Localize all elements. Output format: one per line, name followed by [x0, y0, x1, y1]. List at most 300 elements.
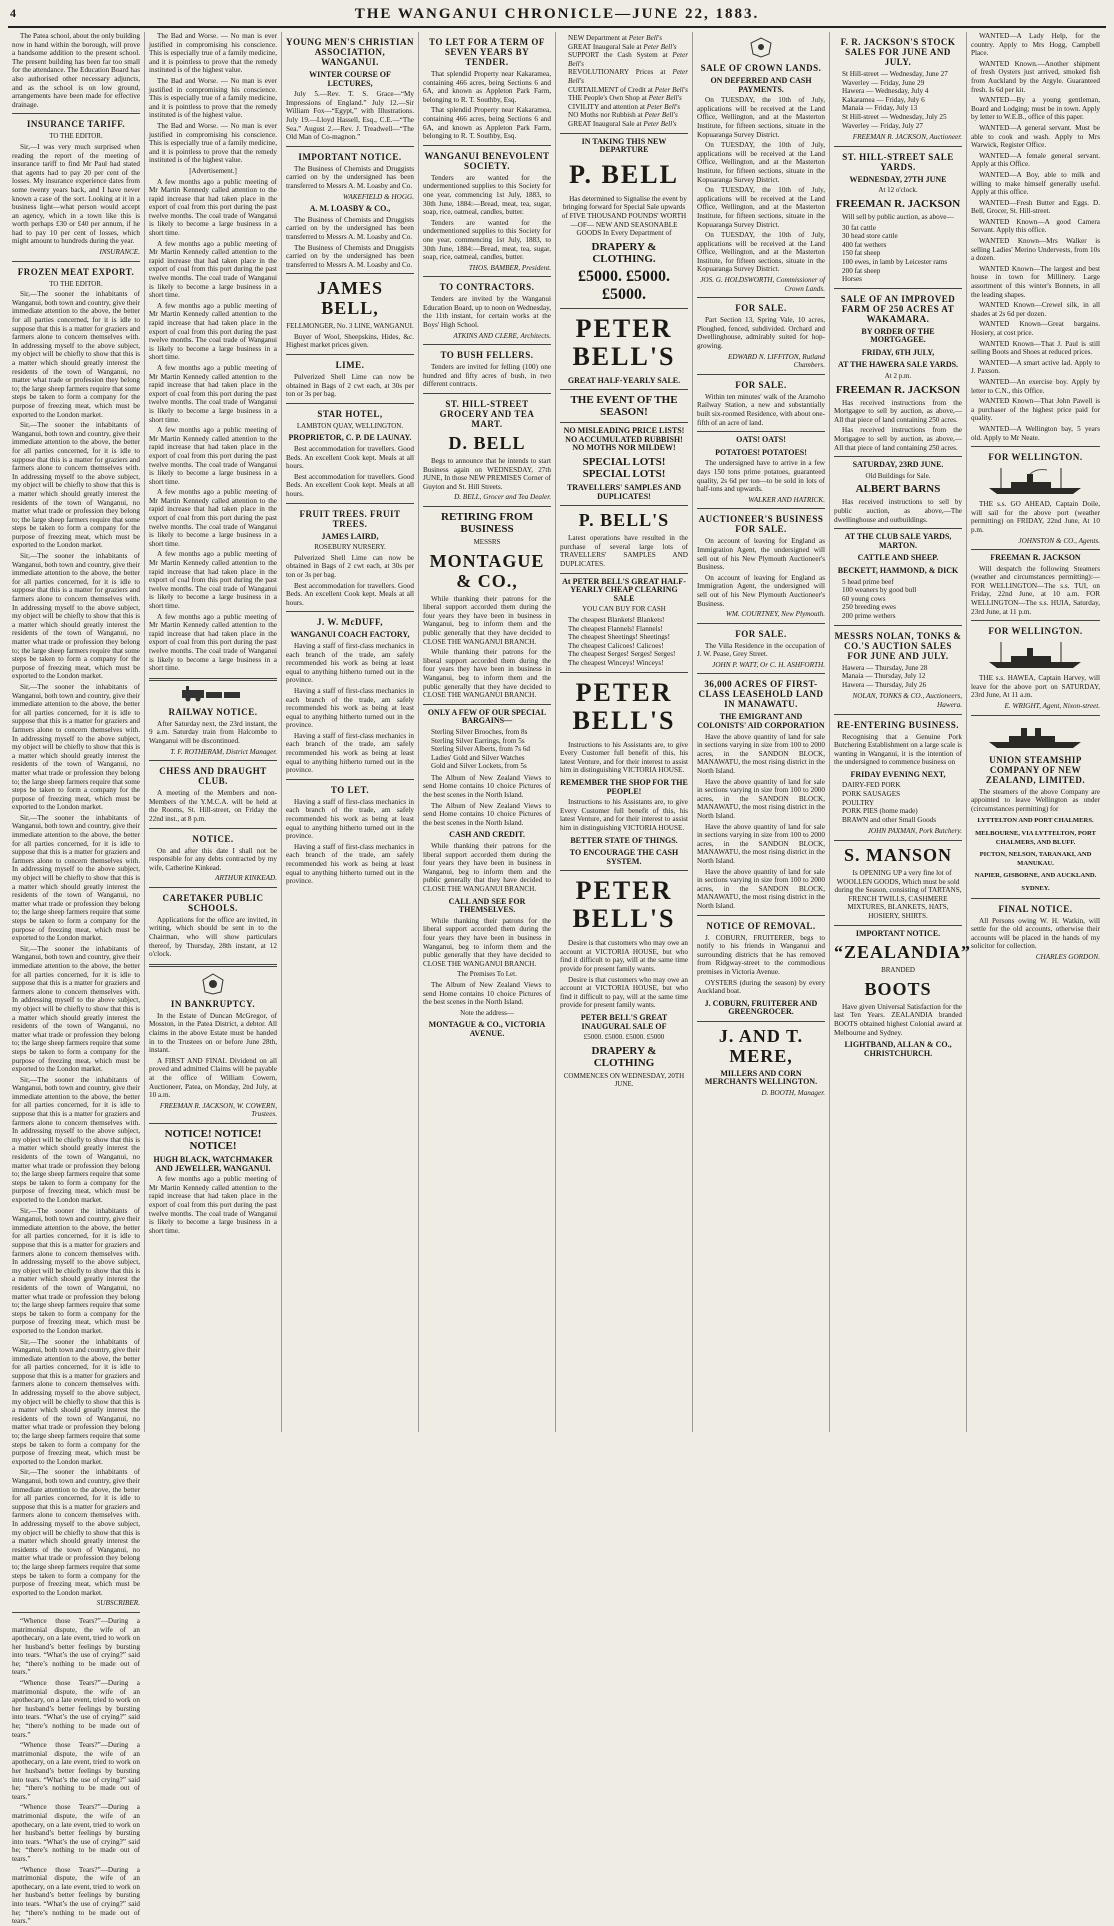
list-item: Hawera — Thursday, June 28 — [842, 663, 928, 672]
wanted-item: WANTED—A general servant. Must be able to cook and wash. Apply to Mrs Warwick, Register Office. — [971, 123, 1100, 150]
d-bell-signature: D. BELL, Grocer and Tea Dealer. — [454, 493, 551, 502]
divider — [286, 403, 414, 404]
important-notice-body: The Business of Chemists and Druggists carried on by the undersigned has been transferred to Messrs A. M. Loasby and Co. — [286, 243, 414, 269]
list-item: 100 ewes, in lamb by Leicester rams — [842, 257, 948, 266]
emigrant-body: Have the above quantity of land for sale in sections varying in size from 100 to 2000 acres, in the SANDON BLOCK, MANAWATU, the most rising district in the North Island. — [697, 732, 825, 776]
divider — [149, 828, 277, 829]
list-item: The cheapest Blankets! Blankets! — [568, 616, 665, 624]
better-state: BETTER STATE OF THINGS. — [570, 835, 678, 845]
list-item: Manaia — Friday, July 13 — [842, 104, 918, 113]
wanted-item: WANTED—A female general servant. Apply at this Office. — [971, 151, 1100, 169]
bush-fellers-body: Tenders are invited for felling (100) one hundred and fifty acres of bush, in two different contracts. — [423, 363, 551, 389]
insurance-heading: INSURANCE TARIFF. — [26, 119, 126, 130]
d-bell-body: Begs to announce that he intends to start Business again on WEDNESDAY, 27th JUNE, In those NEW PREMISES Corner of Guyton and St. Hill Streets. — [423, 457, 551, 491]
divider — [286, 273, 414, 274]
list-item: Waverley — Friday, June 29 — [842, 78, 925, 87]
divider — [149, 678, 277, 681]
whence-tears-note: “Whence those Tears?”—During a matrimonial dispute, the wife of an apothecary, on a late event, tried to work on her husband’s better feelings by bursting into tears. “What’s the use of crying?” said he; “there’s nothing to be made out of tears.” — [12, 1803, 140, 1863]
patea-school-article: The Patea school, about the only building now in hand within the borough, will prove a handsome addition to the present school. The present building has been far too small for the attendance. The Education Board has also authorised other necessary adjuncts, and as the school is on low ground, arrangements have been made for effective drainage. — [12, 32, 140, 109]
wanted-item: WANTED Known—A good Camera Servant. Apply this office. — [971, 217, 1100, 235]
list-item: The cheapest Sheetings! Sheetings! — [568, 633, 670, 642]
list-item: Gold and Silver Lockets, from 5s — [431, 762, 527, 771]
list-item: PORK SAUSAGES — [842, 790, 901, 799]
p-bells-name: P. BELL'S — [578, 510, 670, 531]
mcduff-sub: WANGANUI COACH FACTORY, — [290, 630, 410, 640]
final-notice-heading: FINAL NOTICE. — [998, 903, 1073, 914]
friday-evening: FRIDAY EVENING NEXT, — [850, 769, 946, 779]
grocery-heading: ST. HILL-STREET GROCERY AND TEA MART. — [439, 399, 535, 430]
list-item: Sterling Silver Brooches, from 8s — [431, 727, 528, 736]
crown-lands-signature: JOS. G. HOLDSWORTH, Commissioner of Crown Lands. — [700, 276, 825, 293]
manson-body: Is OPENING UP a very fine lot of WOOLLEN GOODS, Which must be sold during the Season, consisting of TARTANS, FRENCH TWILLS, CASHMERE MIXTURES, BLANKETS, HATS, HOSIERY, SHIRTS. — [834, 869, 962, 920]
event-of-season: THE EVENT OF THE SEASON! — [570, 394, 678, 419]
list-item: THE People's Own Shop at Peter Bell's — [568, 94, 682, 103]
montague-name: MONTAGUE & CO., — [429, 550, 545, 591]
contractors-heading: TO CONTRACTORS. — [439, 282, 535, 293]
list-item: 150 fat sheep — [842, 249, 881, 258]
inaugural-sale: PETER BELL'S GREAT INAUGURAL SALE OF — [580, 1013, 668, 1031]
mcduff-body: Having a staff of first-class mechanics in each branch of the trade, am safely recommended his work as being at least equal to anything hitherto turned out in the province. — [286, 797, 414, 841]
list-item: The cheapest Flannels! Flannels! — [568, 624, 663, 633]
p-bells-body: Latest operations have resulted in the purchase of several large lots of TRAVELLERS' SAMPLES AND DUPLICATES. — [560, 534, 688, 569]
divider — [697, 1021, 825, 1022]
album-body: The Album of New Zealand Views to send Home contains 10 choice Pictures of the best scenes in the North Island. — [423, 773, 551, 800]
advertisement-body: A few months ago a public meeting of Mr Martin Kennedy called attention to the rapid increase that had taken place in the export of coal from this port during the past twelve months. The coal trade of Wanganui is likely to become a large business in a short time. — [149, 550, 277, 610]
divider — [149, 760, 277, 761]
divider — [560, 133, 688, 134]
james-bell-sub: FELLMONGER, No. 3 LINE, WANGANUI. — [286, 322, 414, 331]
dividend-signature: FREEMAN R. JACKSON, W. COWERN, Trustees. — [159, 1101, 277, 1119]
list-item: 100 weaners by good bull — [842, 586, 917, 595]
divider — [12, 261, 140, 262]
frj-list — [842, 224, 962, 284]
whence-tears-note: “Whence those Tears?”—During a matrimonial dispute, the wife of an apothecary, on a late event, tried to work on her husband’s better feelings by bursting into tears. “What’s the use of crying?” said he; “there’s nothing to be made out of tears.” — [12, 1865, 140, 1926]
bankruptcy-body: In the Estate of Duncan McGregor, of Mosston, in the Patea District, a debtor. All claims in the above Estate must be handed in to the Trustees on or before June 28th, instant. — [149, 1011, 277, 1055]
frj-body: Will sell by public auction, as above— — [842, 212, 954, 221]
cattle-sheep: CATTLE AND SHEEP. — [857, 553, 939, 563]
mcduff-heading: J. W. McDUFF, — [317, 617, 383, 628]
divider — [286, 611, 414, 612]
improved-farm-heading: SALE OF AN IMPROVED FARM OF 250 ACRES AT WAKAMARA. — [840, 293, 956, 324]
nolan-heading: MESSRS NOLAN, TONKS & CO.'S AUCTION SALES FOR JUNE AND JULY. — [834, 630, 962, 661]
list-item: CIVILITY and attention at Peter Bell's — [568, 102, 681, 111]
reentering-body: Recognising that a Genuine Pork Butchering Establishment on a large scale is wanting in Wanganui, it is the intention of the undersigned to commence business on — [834, 732, 962, 767]
coat-of-arms-icon — [741, 36, 781, 58]
taking-new-departure: IN TAKING THIS NEW DEPARTURE — [581, 136, 667, 155]
train-icon — [178, 686, 248, 702]
divider — [423, 704, 551, 705]
frj2-body: Has received instructions from the Mortgagee to sell by auction, as above,—All that piece of land containing 250 acres. — [834, 398, 962, 424]
star-hotel-heading: STAR HOTEL, — [317, 408, 383, 419]
cheapest-list — [568, 616, 688, 668]
half-yearly-sale: GREAT HALF-YEARLY SALE. — [567, 375, 681, 385]
p-bell-body: Has determined to Signalise the event by bringing forward for Special Sale upwards of FIVE THOUSAND POUNDS' WORTH —OF— NEW AND SEASONABLE GOODS In Every Department of — [561, 194, 687, 238]
to-let-heading: TO LET. — [330, 784, 370, 795]
sale-body: Within ten minutes' walk of the Aramoho Railway Station, a new and substantially built six-roomed Residence, with about one-fifth of an acre of land. — [697, 392, 825, 427]
important-notice-body: The Business of Chemists and Druggists carried on by the undersigned has been transferred to Messrs A. M. Loasby and Co. — [286, 215, 414, 241]
loasby-name: A. M. LOASBY & CO., — [309, 204, 391, 214]
bankruptcy-heading: IN BANKRUPTCY. — [170, 998, 256, 1009]
amounts: £5000. £5000. £5000. — [578, 267, 670, 303]
bad-and-worse: The Bad and Worse. — No man is ever justified in compromising his conscience. This is especially true of a family medicine, and it is pointless to prove that the remedy instituted is of the highest value. — [149, 121, 277, 165]
sale-body: Part Section 13, Spring Vale, 10 acres, Ploughed, fenced, subdivided. Orchard and Dwellinghouse, admirably suited for hop-growing. — [697, 316, 825, 351]
divider — [834, 625, 962, 626]
reentering-heading: RE-ENTERING BUSINESS. — [836, 719, 960, 730]
ymca-heading: YOUNG MEN'S CHRISTIAN ASSOCIATION, WANGANUI. — [286, 37, 415, 67]
divider — [286, 779, 414, 780]
footer-date: COMMENCES ON WEDNESDAY, 20TH JUNE. — [563, 1071, 685, 1089]
pork-signature: JOHN PAXMAN, Pork Butchery. — [867, 827, 962, 836]
shop-for-people: REMEMBER THE SHOP FOR THE PEOPLE! — [560, 777, 688, 796]
wanted-item: WANTED Known—Crewel silk, in all shades at 2s 6d per dozen. — [971, 301, 1100, 318]
masthead-title: THE WANGANUI CHRONICLE—JUNE 22, 1883. — [354, 6, 760, 22]
divider — [286, 503, 414, 504]
albert-barns-name: ALBERT BARNS — [855, 483, 941, 496]
star-hotel-sub: LAMBTON QUAY, WELLINGTON. — [296, 421, 404, 430]
benevolent-body: Tenders are wanted for the undermentioned supplies to this Society for one year, commencing 1st July, 1883, to 30th June, 1884:—Bread, meat, tea, sugar, soap, rice, oatmeal, candles, butter. — [423, 218, 551, 262]
star-hotel-body: Best accommodation for travellers. Good Beds. An excellent Cook kept. Meals at all hours. — [286, 445, 414, 471]
column-1 — [8, 32, 145, 1926]
wanted-item: WANTED Known—That J. Paul is still selling Boots and Shoes at reduced prices. — [971, 339, 1100, 357]
no-misleading: NO MISLEADING PRICE LISTS! NO ACCUMULATED RUBBISH! NO MOTHS NOR MILDEW! — [563, 426, 685, 453]
frozen-meat-letter: Sir,—The sooner the inhabitants of Wanganui, both town and country, give their immediate attention to the above, the better for all parties concerned, for it is idle to suppose that this is a matter for graziers and farmers alone to concern themselves with. In addressing myself to the above subject, my object will be chiefly to show that this is a matter which should greatly interest the residents of the town of Wanganui, no matter what trade or profession they belong to; the large sheep farmers require that some steps be taken to form a company for the purpose of freezing meat, which must be exported to the London market. — [12, 944, 140, 1074]
list-item: St Hill-street — Wednesday, June 27 — [842, 70, 948, 78]
frozen-meat-letter: Sir,—The sooner the inhabitants of Wanganui, both town and country, give their immediate attention to the above, the better for all parties concerned, for it is idle to suppose that this is a matter for graziers and farmers alone to concern themselves with. In addressing myself to the above subject, my object will be chiefly to show that this is a matter which should greatly interest the residents of the town of Wanganui, no matter what trade or profession they belong to; the large sheep farmers require that some steps be taken to form a company for the purpose of freezing meat, which must be exported to the London market. — [12, 1075, 140, 1204]
mcduff-body: Having a staff of first-class mechanics in each branch of the trade, am safely recommended his work as being at least equal to anything hitherto turned out in the province. — [286, 731, 414, 775]
note-address: Note the address— — [460, 1008, 514, 1017]
column-7 — [830, 32, 972, 1432]
divider — [971, 715, 1100, 716]
frj-ship-name: FREEMAN R. JACKSON — [990, 553, 1081, 563]
divider — [560, 389, 688, 390]
wanted-item: WANTED—Fresh Butter and Eggs. D. Bell, Grocer, St. Hill-street. — [971, 198, 1100, 216]
james-bell-name: JAMES BELL, — [316, 278, 383, 319]
railway-heading: RAILWAY NOTICE. — [168, 706, 258, 717]
instructions-body: Instructions to his Assistants are, to give Every Customer full benefit of this, his latest Venture, and for their interest to assist him in distinguishing VICTORIA HOUSE. — [560, 798, 688, 832]
frozen-meat-heading: FROZEN MEAT EXPORT. — [17, 266, 135, 277]
to-editor: TO THE EDITOR. — [49, 279, 103, 288]
old-buildings: Old Buildings for Sale. — [865, 471, 931, 480]
list-item: Manaia — Thursday, July 12 — [842, 672, 926, 681]
advertisement-body: A few months ago a public meeting of Mr Martin Kennedy called attention to the rapid increase that had taken place in the export of coal from this port during the past twelve months. The coal trade of Wanganui is likely to become a large business in a short time. — [149, 363, 277, 424]
final-notice-signature: CHARLES GORDON. — [1035, 952, 1100, 961]
list-item: NEW Department at Peter Bell's — [568, 34, 663, 42]
divider — [423, 506, 551, 507]
divider — [286, 146, 414, 147]
union-steamship-heading: UNION STEAMSHIP COMPANY OF NEW ZEALAND, LIMITED. — [985, 754, 1086, 785]
whence-tears-note: “Whence those Tears?”—During a matrimonial dispute, the wife of an apothecary, on a late event, tried to work on her husband’s better feelings by bursting into tears. “What’s the use of crying?” said he; “there’s nothing to be made out of tears.” — [12, 1679, 140, 1739]
steamship-icon — [981, 466, 1091, 496]
mcduff-body: Having a staff of first-class mechanics in each branch of the trade, am safely recommended his work as being at least equal to anything hitherto turned out in the province. — [286, 842, 414, 886]
auctioneers-body: On account of leaving for England as Immigration Agent, the undersigned will sell out of his New Plymouth Auctioneer's Business. — [697, 573, 825, 608]
list-item: REVOLUTIONARY Prices at Peter Bell's — [568, 68, 689, 85]
benevolent-signature: THOS. BAMBER, President. — [468, 263, 551, 272]
to-let-tender-body: That splendid Property near Kakaramea, containing 466 acres, being Sections 6 and 6A, and known as Appleton Park Farm, belonging to R. T. Southby, Esq. — [423, 70, 551, 104]
footer-amounts: £5000. £5000. £5000. £5000 — [583, 1033, 665, 1042]
notice-heading: NOTICE. — [192, 833, 234, 844]
wanted-item: WANTED—A Wellington bay, 5 years old. Apply to Mr Neate. — [971, 424, 1100, 442]
mere-sub: MILLERS AND CORN MERCHANTS WELLINGTON. — [704, 1068, 818, 1087]
for-sale-heading: FOR SALE. — [735, 379, 787, 390]
montague-footer: MONTAGUE & CO., VICTORIA AVENUE. — [428, 1020, 546, 1038]
final-notice-body: All Persons owing W. H. Watkin, will settle for the old accounts, otherwise their accounts will be placed in the hands of my solicitor for collection. — [971, 916, 1100, 951]
hugh-black-name: HUGH BLACK, WATCHMAKER AND JEWELLER, WANGANUI. — [153, 1154, 273, 1173]
frozen-meat-letter: Sir,—The sooner the inhabitants of Wanganui, both town and country, give their immediate attention to the above, the better for all parties concerned, for it is idle to suppose that this is a matter for graziers and farmers alone to concern themselves with. In addressing myself to the above subject, my object will be chiefly to show that this is a matter which should greatly interest the residents of the town of Wanganui, no matter what trade or profession they belong to; the large sheep farmers require that some steps be taken to form a company for the purpose of freezing meat, which must be exported to the London market. — [12, 290, 140, 419]
montague-body: While thanking their patrons for the liberal support accorded them during the four years they have been in business in Wanganui, beg to inform them and the public generally that they have decided to CLOSE THE WANGANUI BRANCH. — [423, 916, 551, 968]
advertisement-body: A few months ago a public meeting of Mr Martin Kennedy called attention to the rapid increase that had taken place in the export of coal from this port during the past twelve months. The coal trade of Wanganui is likely to become a large business in a short time. — [149, 426, 277, 486]
travellers-samples: TRAVELLERS' SAMPLES AND DUPLICATES! — [566, 483, 682, 501]
divider — [834, 528, 962, 529]
auctioneers-signature: WM. COURTNEY, New Plymouth. — [725, 610, 825, 619]
column-2 — [145, 32, 282, 1432]
whence-tears-note: “Whence those Tears?”—During a matrimonial dispute, the wife of an apothecary, on a late event, tried to work on her husband’s better feelings by bursting into tears. “What’s the use of crying?” said he; “there’s nothing to be made out of tears.” — [12, 1616, 140, 1677]
divider — [697, 673, 825, 674]
divider — [697, 508, 825, 509]
advertisement-label: [Advertisement.] — [189, 166, 237, 175]
p-bell-name: P. BELL — [569, 159, 679, 189]
benevolent-body: Tenders are wanted for the undermentioned supplies to this Society for one year, commencing 1st July, 1883, to 30th June, 1884:—Bread, meat, tea, sugar, soap, rice, oatmeal, candles, butter. — [423, 173, 551, 217]
divider — [149, 964, 277, 967]
albert-barns-body: Has received instructions to sell by public auction, as above,—The dwellinghouse and outbuildings. — [834, 498, 962, 524]
list-item: The cheapest Winceys! Winceys! — [568, 658, 664, 667]
list-item: 250 breeding ewes — [842, 603, 896, 612]
divider — [423, 393, 551, 394]
chess-body: A meeting of the Members and non-Members of the Y.M.C.A. will be held at the Rooms, St. Hill-street, on Friday the 22nd inst., at 8 p.m. — [149, 789, 277, 823]
caretaker-heading: CARETAKER PUBLIC SCHOOLS. — [162, 892, 264, 913]
wellington-heading: FOR WELLINGTON. — [988, 626, 1083, 637]
to-let-tender-heading: TO LET FOR A TERM OF SEVEN YEARS BY TENDER. — [429, 37, 545, 67]
list-item: SUPPORT the Cash System at Peter Bell's — [568, 51, 688, 68]
crown-lands-heading: SALE OF CROWN LANDS. — [700, 63, 822, 73]
departments-list — [568, 34, 688, 129]
desire-body: Desire is that customers who may owe an account at VICTORIA HOUSE, but who find it difficult to pay, will at the same time provide for present family wants. — [560, 975, 688, 1010]
railway-signature: T. F. ROTHERAM, District Manager. — [170, 747, 277, 756]
hugh-black-heading: NOTICE! NOTICE! NOTICE! — [164, 1127, 262, 1152]
st-hill-date: WEDNESDAY, 27TH JUNE — [849, 174, 947, 184]
fruit-trees-sub: ROSEBURY NURSERY. — [314, 543, 386, 552]
fruit-trees-heading: FRUIT TREES. FRUIT TREES. — [299, 508, 401, 529]
insurance-signature: INSURANCE. — [99, 248, 140, 257]
call-and-see: CALL AND SEE FOR THEMSELVES. — [448, 896, 526, 915]
bad-and-worse: The Bad and Worse. — No man is ever justified in compromising his conscience. This is especially true of a family medicine, and it is pointless to prove that the remedy instituted is of the highest value. — [149, 32, 277, 75]
premises-to-let: The Premises To Let. — [457, 970, 517, 979]
wanted-item: WANTED Known—Great bargains. Hosiery, at cost price. — [971, 320, 1100, 337]
list-item: St Hill-street — Wednesday, July 25 — [842, 112, 947, 121]
route: MELBOURNE, VIA LYTTELTON, PORT CHALMERS, AND BLUFF. — [975, 830, 1096, 846]
divider — [286, 354, 414, 355]
to-editor: TO THE EDITOR. — [49, 132, 103, 141]
frozen-meat-letter: Sir,—The sooner the inhabitants of Wanganui, both town and country, give their immediate attention to the above, the better for all parties concerned, for it is idle to suppose that this is a matter for graziers and farmers alone to concern themselves with. In addressing myself to the above subject, my object will be chiefly to show that this is a matter which should greatly interest the residents of the town of Wanganui, no matter what trade or profession they belong to; the large sheep farmers require that some steps be taken to form a company for the purpose of freezing meat, which must be exported to the London market. — [12, 421, 140, 550]
special-bargains-heading: ONLY A FEW OF OUR SPECIAL BARGAINS— — [427, 707, 547, 726]
beckett-list — [842, 578, 962, 621]
nolan-list — [842, 664, 962, 690]
insurance-letter: Sir,—I was very much surprised when reading the report of the meeting of insurance tariff to find Mr Paul had stated that agents had to pay 20 per cent of the losses. My insurance experience dates from some twenty years back, and I have never known a case of the sort. Looking at it in a business light—what person would accept an agency, which in a town like this is worth perhaps £30 or £40 per annum, if he had to pay 10 per cent of losses, which might amount to hundreds during the year. — [12, 142, 140, 246]
divider — [560, 672, 688, 673]
caretaker-body: Applications for the office are invited, in writing, which should be sent in to the Chairman, who will show particulars thereof, by Thursday, 28th instant, at 12 o'clock. — [149, 915, 277, 959]
crown-lands-body: On TUESDAY, the 10th of July, applications will be received at the Land Office, Wellington, and at the Masterton Institute, for fifteen sections, situate in the Kopuaranga Survey District. — [697, 231, 825, 274]
james-bell-body: Buyer of Wool, Sheepskins, Hides, &c. Highest market prices given. — [286, 332, 414, 350]
album-body: The Album of New Zealand Views to send Home contains 10 choice Pictures of the best scenes in the North Island. — [423, 980, 551, 1007]
divider — [697, 374, 825, 375]
list-item: The cheapest Serges! Serges! Serges! — [568, 650, 676, 659]
divider — [971, 620, 1100, 621]
frj-ship-body: Will despatch the following Steamers (weather and circumstances permitting):— FOR WELLINGTON—The s.s. TUI, on Friday, 22nd June, at 10 a.m. FOR WELLINGTON—The s.s. HUIA, Saturday, 23rd June, at 11 p.m. — [971, 564, 1100, 616]
divider — [697, 915, 825, 916]
emigrant-body: Have the above quantity of land for sale in sections varying in size from 100 to 2000 acres, in the SANDON BLOCK, MANAWATU, the most rising district in the North Island. — [697, 777, 825, 820]
divider — [697, 431, 825, 432]
boots-body: Have given Universal Satisfaction for the last Ten Years. ZEALANDIA branded BOOTS obtained highest Colonial award at Melbourne and Sydney. — [834, 1002, 962, 1037]
album-body: The Album of New Zealand Views to send Home contains 10 choice Pictures of the best scenes in the North Island. — [423, 801, 551, 827]
list-item: Sterling Silver Earrings, from 5s — [431, 736, 525, 745]
divider — [834, 288, 962, 289]
divider — [971, 898, 1100, 899]
go-ahead-body: THE s.s. GO AHEAD, Captain Doile, will sail for the above port (weather permitting) on FRIDAY, 22nd June, At 10 p.m. — [971, 500, 1100, 534]
contractors-signature: ATKINS AND CLERE, Architects. — [453, 331, 551, 340]
deferred-heading: ON DEFERRED AND CASH PAYMENTS. — [710, 76, 812, 94]
clearing-sale-heading: At PETER BELL'S GREAT HALF-YEARLY CHEAP CLEARING SALE — [562, 576, 686, 603]
mortgagee: BY ORDER OF THE MORTGAGEE. — [861, 326, 935, 345]
fj-signature: FREEMAN R. JACKSON, Auctioneer. — [852, 133, 962, 142]
list-item: The cheapest Calicoes! Calicoes! — [568, 641, 664, 650]
cash-system: TO ENCOURAGE THE CASH SYSTEM. — [569, 848, 679, 866]
divider — [971, 446, 1100, 447]
peter-bells-name: PETER BELL'S — [572, 677, 676, 735]
crown-lands-body: On TUESDAY, the 10th of July, applications will be received at the Land Office, Wellington, and at the Masterton Institute, for fifteen sections, situate in the Kopuaranga Survey District. — [697, 96, 825, 139]
columns — [8, 32, 1106, 1926]
frj2-body: Has received instructions from the Mortgagee to sell by auction, as above,—All that piece of land containing 250 acres. — [834, 426, 962, 452]
frozen-meat-letter: Sir,—The sooner the inhabitants of Wanganui, both town and country, give their immediate attention to the above, the better for all parties concerned, for it is idle to suppose that this is a matter for graziers and farmers alone to concern themselves with. In addressing myself to the above subject, my object will be chiefly to show that this is a matter which should greatly interest the residents of the town of Wanganui, no matter what trade or profession they belong to; the large sheep farmers require that some steps be taken to form a company for the purpose of freezing meat, which must be exported to the London market. — [12, 813, 140, 943]
oysters-body: OYSTERS (during the season) by every Auckland boat. — [697, 978, 825, 996]
wakefield-signature: WAKEFIELD & HOGG. — [342, 192, 414, 201]
route: PICTON, NELSON, TARANAKI, AND MANUKAU. — [979, 851, 1092, 867]
st-hill-yards-heading: ST. HILL-STREET SALE YARDS. — [842, 151, 954, 172]
route: LYTTELTON AND PORT CHALMERS. — [977, 817, 1094, 825]
potatoes-heading: POTATOES! POTATOES! — [715, 447, 807, 457]
sale-signature: EDWARD N. LIFFITON, Rutland Chambers. — [728, 352, 825, 370]
saturday-date: SATURDAY, 23RD JUNE. — [852, 460, 944, 470]
divider — [149, 1123, 277, 1124]
list-item: GREAT Inaugural Sale at Peter Bell's — [568, 42, 677, 51]
frozen-meat-signature: SUBSCRIBER. — [96, 1599, 140, 1608]
branded-label: BRANDED — [881, 966, 915, 975]
benevolent-heading: WANGANUI BENEVOLENT SOCIETY. — [424, 150, 550, 171]
mcduff-body: Having a staff of first-class mechanics in each branch of the trade, am safely recommended his work as being at least equal to anything hitherto turned out in the province. — [286, 641, 414, 685]
wanted-item: WANTED Known—Mrs Walker is selling Ladies' Merino Undervests, from 10s a dozen. — [971, 237, 1100, 263]
divider — [560, 573, 688, 574]
list-item: 30 fat cattle — [842, 223, 876, 232]
frj-name: FREEMAN R. JACKSON — [835, 197, 961, 210]
route: NAPIER, GISBORNE, AND AUCKLAND. — [974, 872, 1097, 880]
emigrant-body: Have the above quantity of land for sale in sections varying in size from 100 to 2000 acres, in the SANDON BLOCK, MANAWATU, the most rising district in the North Island. — [697, 822, 825, 865]
hawera-time: At 2 p.m. — [884, 372, 912, 381]
bad-and-worse: The Bad and Worse. — No man is ever justified in compromising his conscience. This is especially true of a family medicine, and it is pointless to prove that the remedy instituted is of the highest value. — [149, 76, 277, 120]
crown-lands-body: On TUESDAY, the 10th of July, applications will be received at the Land Office, Wellington, and at the Masterton Institute, for fifteen sections, situate in the Kopuaranga Survey District. — [697, 186, 825, 229]
star-hotel-proprietor: PROPRIETOR, C. P. DE LAUNAY. — [288, 433, 412, 443]
bush-fellers-heading: TO BUSH FELLERS. — [440, 350, 534, 361]
advertisement-body: A few months ago a public meeting of Mr Martin Kennedy called attention to the rapid increase that had taken place in the export of coal from this port during the past twelve months. The coal trade of Wanganui is likely to become a large business in a short time. — [149, 1175, 277, 1235]
frozen-meat-letter: Sir,—The sooner the inhabitants of Wanganui, both town and country, give their immediate attention to the above, the better for all parties concerned, for it is idle to suppose that this is a matter for graziers and farmers alone to concern themselves with. In addressing myself to the above subject, my object will be chiefly to show that this is a matter which should greatly interest the residents of the town of Wanganui, no matter what trade or profession they belong to; the large sheep farmers require that some steps be taken to form a company for the purpose of freezing meat, which must be exported to the London market. — [12, 552, 140, 681]
column-8 — [967, 32, 1104, 1432]
bargains-list — [431, 728, 551, 771]
lime-body: Pulverized Shell Lime can now be obtained in Bags of 2 cwt each, at 30s per ton or 3s per bag. — [286, 373, 414, 399]
list-item: 200 prime wethers — [842, 611, 896, 620]
cash-credit-heading: CASH AND CREDIT. — [449, 830, 525, 840]
list-item: 60 young cows — [842, 594, 886, 603]
frozen-meat-letter: Sir,—The sooner the inhabitants of Wanganui, both town and country, give their immediate attention to the above, the better for all parties concerned, for it is idle to suppose that this is a matter for graziers and farmers alone to concern themselves with. In addressing myself to the above subject, my object will be chiefly to show that this is a matter which should greatly interest the residents of the town of Wanganui, no matter what trade or profession they belong to; the large sheep farmers require that some steps be taken to form a company for the purpose of freezing meat, which must be exported to the London market. — [12, 1206, 140, 1335]
star-hotel-body: Best accommodation for travellers. Good Beds. An excellent Cook kept. Meals at all hours. — [286, 581, 414, 607]
wanted-item: WANTED—By a young gentleman, Board and Lodging; must be in town. Apply by letter to W.E.B., office of this paper. — [971, 96, 1100, 122]
lime-heading: LIME. — [335, 360, 365, 371]
hawea-signature: E. WRIGHT, Agent, Nixon-street. — [1004, 702, 1100, 711]
wanted-item: WANTED Known—That John Pawell is a purchaser of the highest price paid for quality. — [971, 397, 1100, 423]
nolan-signature: NOLAN, TONKS & CO., Auctioneers, Hawera. — [852, 692, 962, 709]
coburn-name: J. COBURN, FRUITERER AND GREENGROCER. — [704, 998, 818, 1017]
advertisement-body: A few months ago a public meeting of Mr Martin Kennedy called attention to the rapid increase that had taken place in the export of coal from this port during the past twelve months. The coal trade of Wanganui is likely to become a large business in a short time. — [149, 301, 277, 362]
steamship-icon — [981, 720, 1091, 750]
list-item: Sterling Silver Alberts, from 7s 6d — [431, 745, 531, 754]
fj-stock-sales-heading: F. R. JACKSON'S STOCK SALES FOR JUNE AND JULY. — [840, 37, 956, 67]
steamship-icon — [981, 640, 1091, 670]
advertisement-body: A few months ago a public meeting of Mr Martin Kennedy called attention to the rapid increase that had taken place in the export of coal from this port during the past twelve months. The coal trade of Wanganui is likely to become a large business in a short time. — [149, 177, 277, 238]
important-notice-heading: IMPORTANT NOTICE. — [298, 151, 402, 162]
coat-of-arms-icon — [183, 972, 243, 994]
wanted-item: WANTED Known.—Another shipment of fresh Oysters just arrived, smoked fish from Auckland by the Argyle. Guaranteed fresh. Is 6d per kit. — [971, 59, 1100, 94]
specialities-list — [842, 781, 962, 824]
notice-signature: ARTHUR KINKEAD. — [215, 874, 277, 883]
montague-body: While thanking their patrons for the liberal support accorded them during the four years they have been in business in Wanganui, beg to inform them and the public generally that they have decided to CLOSE THE WANGANUI BRANCH. — [423, 648, 551, 700]
removal-heading: NOTICE OF REMOVAL. — [706, 920, 816, 931]
divider — [697, 623, 825, 624]
list-item: Hawera — Wednesday, July 4 — [842, 87, 929, 96]
wanted-item: WANTED—An exercise boy. Apply by letter to C.N., this Office. — [971, 377, 1100, 395]
column-4 — [419, 32, 556, 1432]
divider — [834, 456, 962, 457]
auctioneers-heading: AUCTIONEER'S BUSINESS FOR SALE. — [698, 514, 824, 535]
boots-name: BOOTS — [864, 978, 932, 999]
zealandia-name: “ZEALANDIA” — [834, 942, 972, 963]
divider — [149, 887, 277, 888]
divider — [12, 1612, 140, 1613]
go-ahead-signature: JOHNSTON & CO., Agents. — [1018, 536, 1100, 545]
at-clock: At 12 o'clock. — [878, 186, 918, 195]
oats-heading: OATS! OATS! — [736, 435, 786, 445]
railway-body: After Saturday next, the 23rd instant, the 9 a.m. Saturday train from Halcombe to Wanganui will be discontinued. — [149, 719, 277, 745]
list-item: BRAWN and other Small Goods — [842, 815, 937, 824]
club-yards: AT THE CLUB SALE YARDS, MARTON. — [844, 532, 952, 550]
mere-name: J. AND T. MERE, — [718, 1025, 804, 1066]
divider — [834, 840, 962, 841]
masthead — [8, 6, 1106, 28]
frozen-meat-letter: Sir,—The sooner the inhabitants of Wanganui, both town and country, give their immediate attention to the above, the better for all parties concerned, for it is idle to suppose that this is a matter for graziers and farmers alone to concern themselves with. In addressing myself to the above subject, my object will be chiefly to show that this is a matter which should greatly interest the residents of the town of Wanganui, no matter what trade or profession they belong to; the large sheep farmers require that some steps be taken to form a company for the purpose of freezing meat, which must be exported to the London market. — [12, 1468, 140, 1597]
list-item: GREAT Inaugural Sale at Peter Bell's — [568, 119, 677, 128]
dividend-body: A FIRST AND FINAL Dividend on all proved and admitted Claims will be payable at the office of William Cowern, Auctioneer, Patea, on Monday, 2nd July, at 10 a.m. — [149, 1056, 277, 1100]
footer-drapery: DRAPERY & CLOTHING — [591, 1044, 657, 1069]
peter-bells-name: PETER BELL'S — [572, 313, 676, 371]
list-item: Hawera — Thursday, July 26 — [842, 680, 927, 689]
list-item: CURTAILMENT of Credit at Peter Bell's — [568, 85, 688, 94]
route: SYDNEY. — [1021, 884, 1050, 892]
star-hotel-body: Best accommodation for travellers. Good Beds. An excellent Cook kept. Meals at all hours. — [286, 472, 414, 498]
lime-body: Pulverized Shell Lime can now be obtained in Bags of 2 cwt each, at 30s per ton or 3s per bag. — [286, 553, 414, 579]
hawera-yards: AT THE HAWERA SALE YARDS. — [837, 360, 959, 370]
ymca-body: July 5.—Rev. T. S. Grace—“My Impressions of England.” July 12.—Sir William Fox—“Egypt,” with Illustrations. July 19.—Lloyd Hassell, Esq., C.E.—“The Sea.” August 2.—Rev. J. Treadwell—“The Old Man of Co-magnon.” — [286, 90, 414, 142]
divider — [560, 422, 688, 423]
frozen-meat-letter: Sir,—The sooner the inhabitants of Wanganui, both town and country, give their immediate attention to the above, the better for all parties concerned, for it is idle to suppose that this is a matter for graziers and farmers alone to concern themselves with. In addressing myself to the above subject, my object will be chiefly to show that this is a matter which should greatly interest the residents of the town of Wanganui, no matter what trade or profession they belong to; the large sheep farmers require that some steps be taken to form a company for the purpose of freezing meat, which must be exported to the London market. — [12, 1337, 140, 1466]
list-item: PORK PIES (home made) — [842, 807, 918, 816]
divider — [834, 925, 962, 926]
hawea-body: THE s.s. HAWEA, Captain Harvey, will leave for the above port on SATURDAY, 23rd June, At 11 a.m. — [971, 674, 1100, 700]
fj-sales-list — [842, 70, 962, 130]
